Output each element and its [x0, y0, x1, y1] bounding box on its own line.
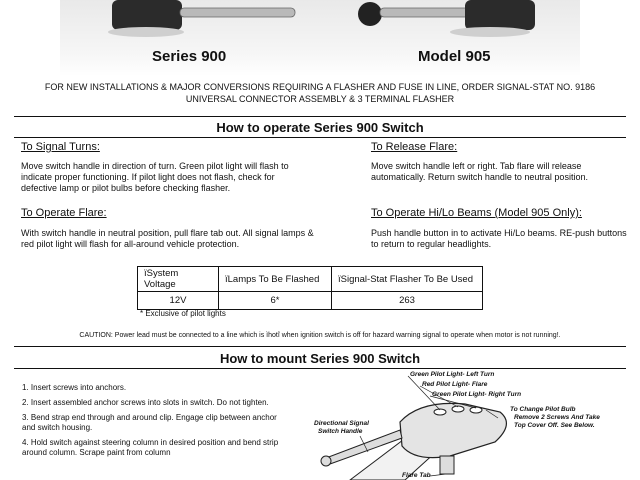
list-item: 3. Bend strap end through and around clip. Engage clip between anchor and switch housing. [22, 413, 277, 432]
divider-mount-top [14, 346, 626, 347]
operate-flare-heading: To Operate Flare: [21, 207, 107, 219]
list-item: 4. Hold switch against steering column in desired position and bend strip around column. Scrape paint from column [22, 438, 279, 457]
cell-system-voltage: 12V [138, 292, 219, 310]
label-flare-tab: Flare Tab [402, 472, 431, 479]
cell-lamps-flashed: 6* [219, 292, 332, 310]
list-item: 2. Insert assembled anchor screws into slots in switch. Do not tighten. [22, 398, 269, 407]
series-900-label: Series 900 [152, 48, 227, 65]
cell-flasher-used: 263 [332, 292, 483, 310]
label-directional: Directional Signal [314, 420, 369, 427]
divider-mount [14, 368, 626, 369]
mount-section-title: How to mount Series 900 Switch [219, 351, 421, 366]
mount-steps-list [22, 383, 280, 463]
list-item: 1. Insert screws into anchors. [22, 383, 127, 392]
label-red-flare: Red Pilot Light- Flare [422, 381, 488, 388]
hilo-text: Push handle button in to activate Hi/Lo beams. RE-push buttons to return to regular headlights. [371, 228, 627, 249]
flasher-spec-table [137, 266, 483, 310]
table-header-row [138, 267, 483, 292]
label-top-cover: Top Cover Off. See Below. [514, 422, 595, 429]
table-footnote: * Exclusive of pilot lights [140, 309, 226, 318]
release-flare-text: Move switch handle left or right. Tab flare will release automatically. Return switch handle to neutral position. [371, 161, 588, 182]
release-flare-heading: To Release Flare: [371, 141, 458, 153]
operate-section-title: How to operate Series 900 Switch [216, 120, 424, 135]
signal-turns-heading: To Signal Turns: [21, 141, 100, 153]
model-905-label: Model 905 [418, 48, 491, 65]
header-flasher-used: ïSignal-Stat Flasher To Be Used [332, 267, 483, 292]
divider-top [14, 116, 626, 117]
caution-text: CAUTION: Power lead must be connected to a line which is ìhotî when ignition switch is off for hazard warning signal to operate when motor is not running!. [79, 332, 561, 339]
header-lamps-flashed: ïLamps To Be Flashed [219, 267, 332, 292]
label-green-right: Green Pilot Light- Right Turn [432, 391, 522, 398]
operate-flare-text: With switch handle in neutral position, pull flare tab out. All signal lamps & red pilot light will flash for all-around vehicle protection. [21, 228, 314, 249]
series-900-switch-photo [100, 0, 310, 42]
table-row [138, 292, 483, 310]
label-green-left: Green Pilot Light- Left Turn [410, 371, 495, 378]
installation-notice: FOR NEW INSTALLATIONS & MAJOR CONVERSIONS REQUIRING A FLASHER AND FUSE IN LINE, ORDER SIGNAL-STAT NO. 9186 UNIVERSAL CONNECTOR ASSEMBLY & 3 TERMINAL FLASHER [44, 82, 596, 104]
label-remove-screws: Remove 2 Screws And Take [514, 414, 600, 421]
signal-turns-text: Move switch handle in direction of turn. Green pilot light will flash to indicate proper functioning. If pilot light does not flash, check for defective lamp or pilot bulbs before checking flasher. [21, 161, 289, 193]
label-switch-handle: Switch Handle [318, 428, 363, 435]
header-system-voltage: ïSystem Voltage [138, 267, 219, 292]
label-change-bulb: To Change Pilot Bulb [510, 406, 576, 413]
hilo-heading: To Operate Hi/Lo Beams (Model 905 Only): [371, 207, 582, 219]
divider-operate [14, 137, 626, 138]
model-905-switch-photo [340, 0, 550, 42]
